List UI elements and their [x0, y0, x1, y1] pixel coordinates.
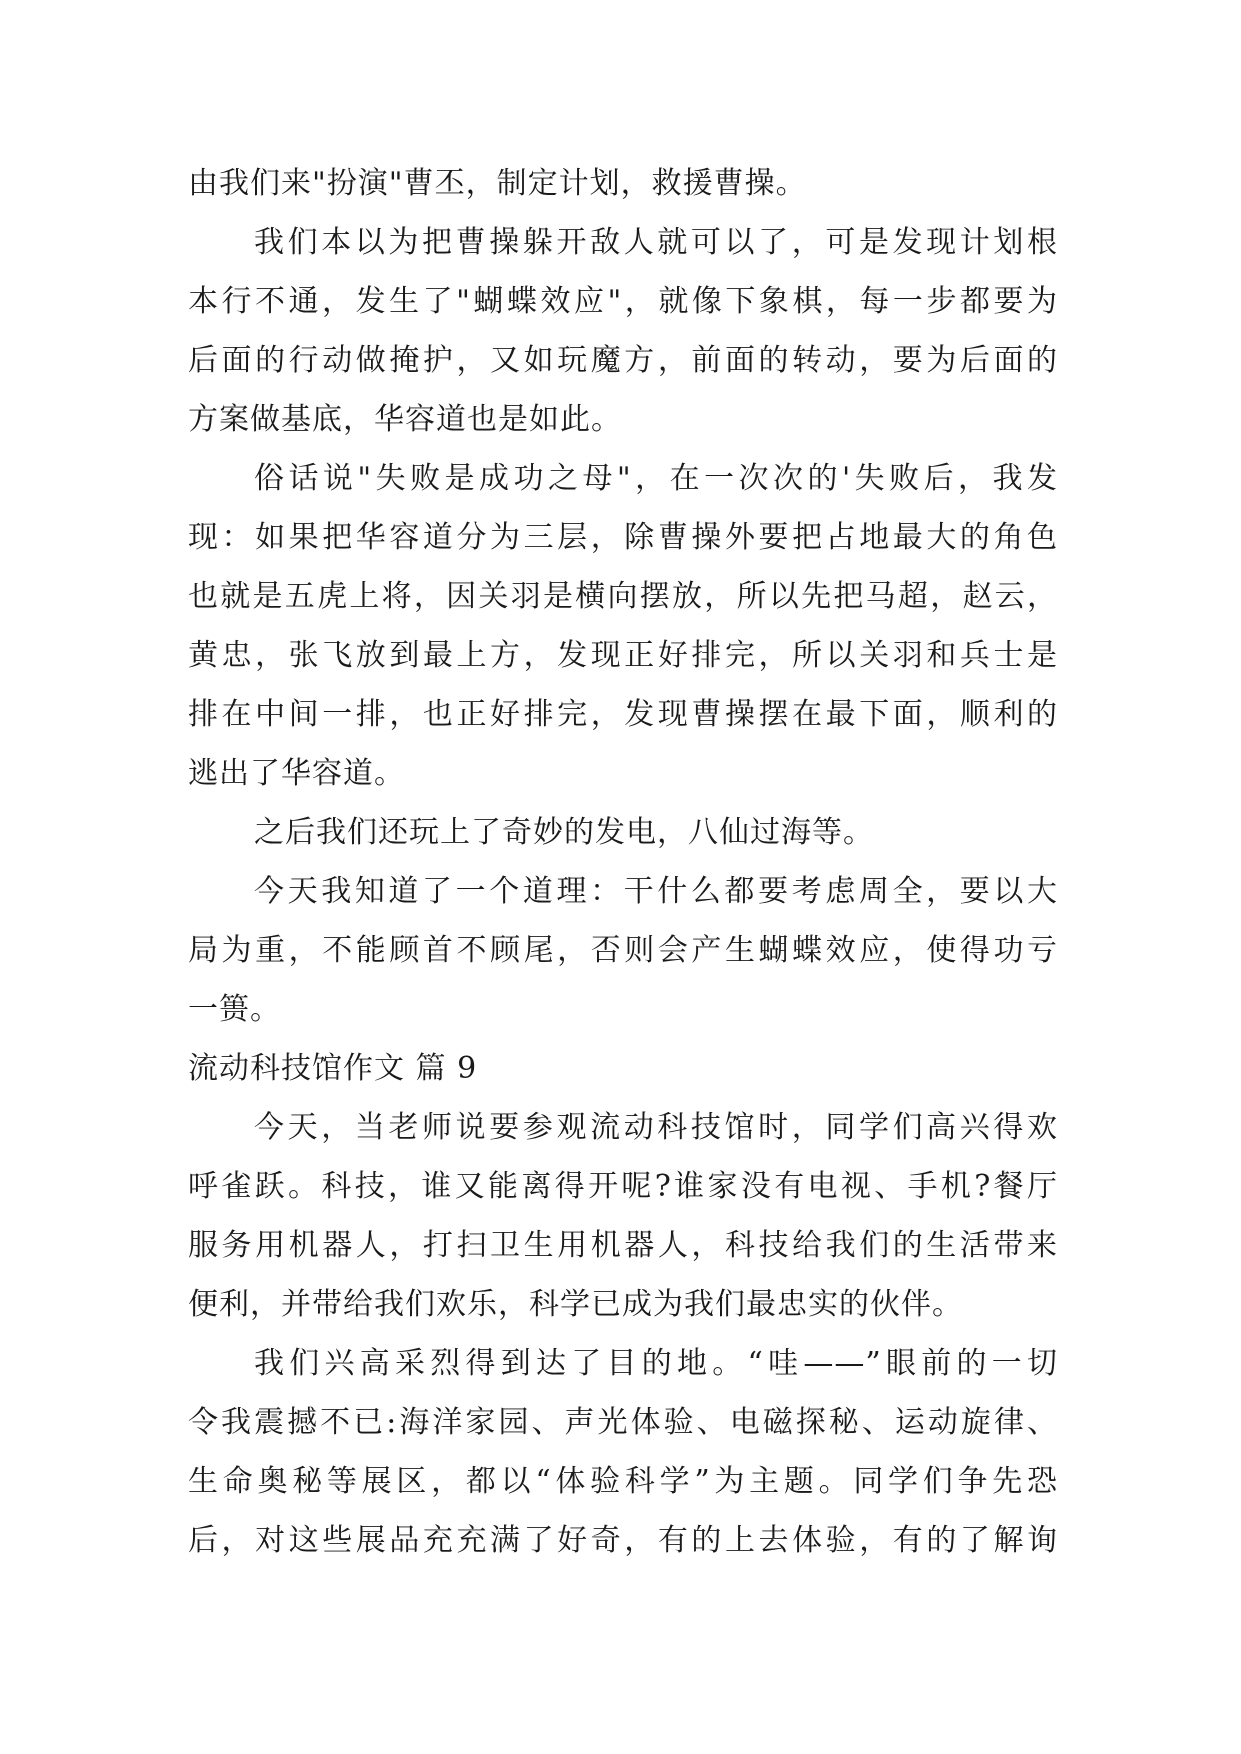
- paragraph-line: 黄忠，张飞放到最上方，发现正好排完，所以关羽和兵士是: [188, 638, 1058, 673]
- article-body: [188, 154, 1058, 1570]
- paragraph-line: 令我震撼不已:海洋家园、声光体验、电磁探秘、运动旋律、: [188, 1405, 1058, 1440]
- paragraph-line: 一篑。: [188, 992, 281, 1027]
- paragraph-line: 生命奥秘等展区，都以“体验科学”为主题。同学们争先恐: [188, 1464, 1058, 1499]
- paragraph-line: 本行不通，发生了"蝴蝶效应"，就像下象棋，每一步都要为: [188, 284, 1058, 319]
- paragraph-line: 便利，并带给我们欢乐，科学已成为我们最忠实的伙伴。: [188, 1287, 963, 1322]
- paragraph-line: 方案做基底，华容道也是如此。: [188, 402, 622, 437]
- paragraph-line: 我们兴高采烈得到达了目的地。“哇——”眼前的一切: [254, 1346, 1058, 1381]
- section-heading: 流动科技馆作文 篇 9: [188, 1051, 478, 1086]
- paragraph-line: 服务用机器人，打扫卫生用机器人，科技给我们的生活带来: [188, 1228, 1058, 1263]
- paragraph-line: 由我们来"扮演"曹丕，制定计划，救援曹操。: [188, 166, 807, 201]
- paragraph-line: 也就是五虎上将，因关羽是横向摆放，所以先把马超，赵云，: [188, 579, 1058, 614]
- paragraph-line: 之后我们还玩上了奇妙的发电，八仙过海等。: [254, 815, 874, 850]
- paragraph-line: 局为重，不能顾首不顾尾，否则会产生蝴蝶效应，使得功亏: [188, 933, 1058, 968]
- paragraph-line: 俗话说"失败是成功之母"，在一次次的'失败后，我发: [254, 461, 1058, 496]
- paragraph-line: 后面的行动做掩护，又如玩魔方，前面的转动，要为后面的: [188, 343, 1058, 378]
- paragraph-line: 呼雀跃。科技，谁又能离得开呢?谁家没有电视、手机?餐厅: [188, 1169, 1058, 1204]
- paragraph-line: 排在中间一排，也正好排完，发现曹操摆在最下面，顺利的: [188, 697, 1058, 732]
- paragraph-line: 今天，当老师说要参观流动科技馆时，同学们高兴得欢: [254, 1110, 1058, 1145]
- paragraph-line: 后，对这些展品充充满了好奇，有的上去体验，有的了解询: [188, 1523, 1058, 1558]
- paragraph-line: 我们本以为把曹操躲开敌人就可以了，可是发现计划根: [254, 225, 1058, 260]
- paragraph-line: 逃出了华容道。: [188, 756, 405, 791]
- paragraph-line: 现：如果把华容道分为三层，除曹操外要把占地最大的角色: [188, 520, 1058, 555]
- paragraph-line: 今天我知道了一个道理：干什么都要考虑周全，要以大: [254, 874, 1058, 909]
